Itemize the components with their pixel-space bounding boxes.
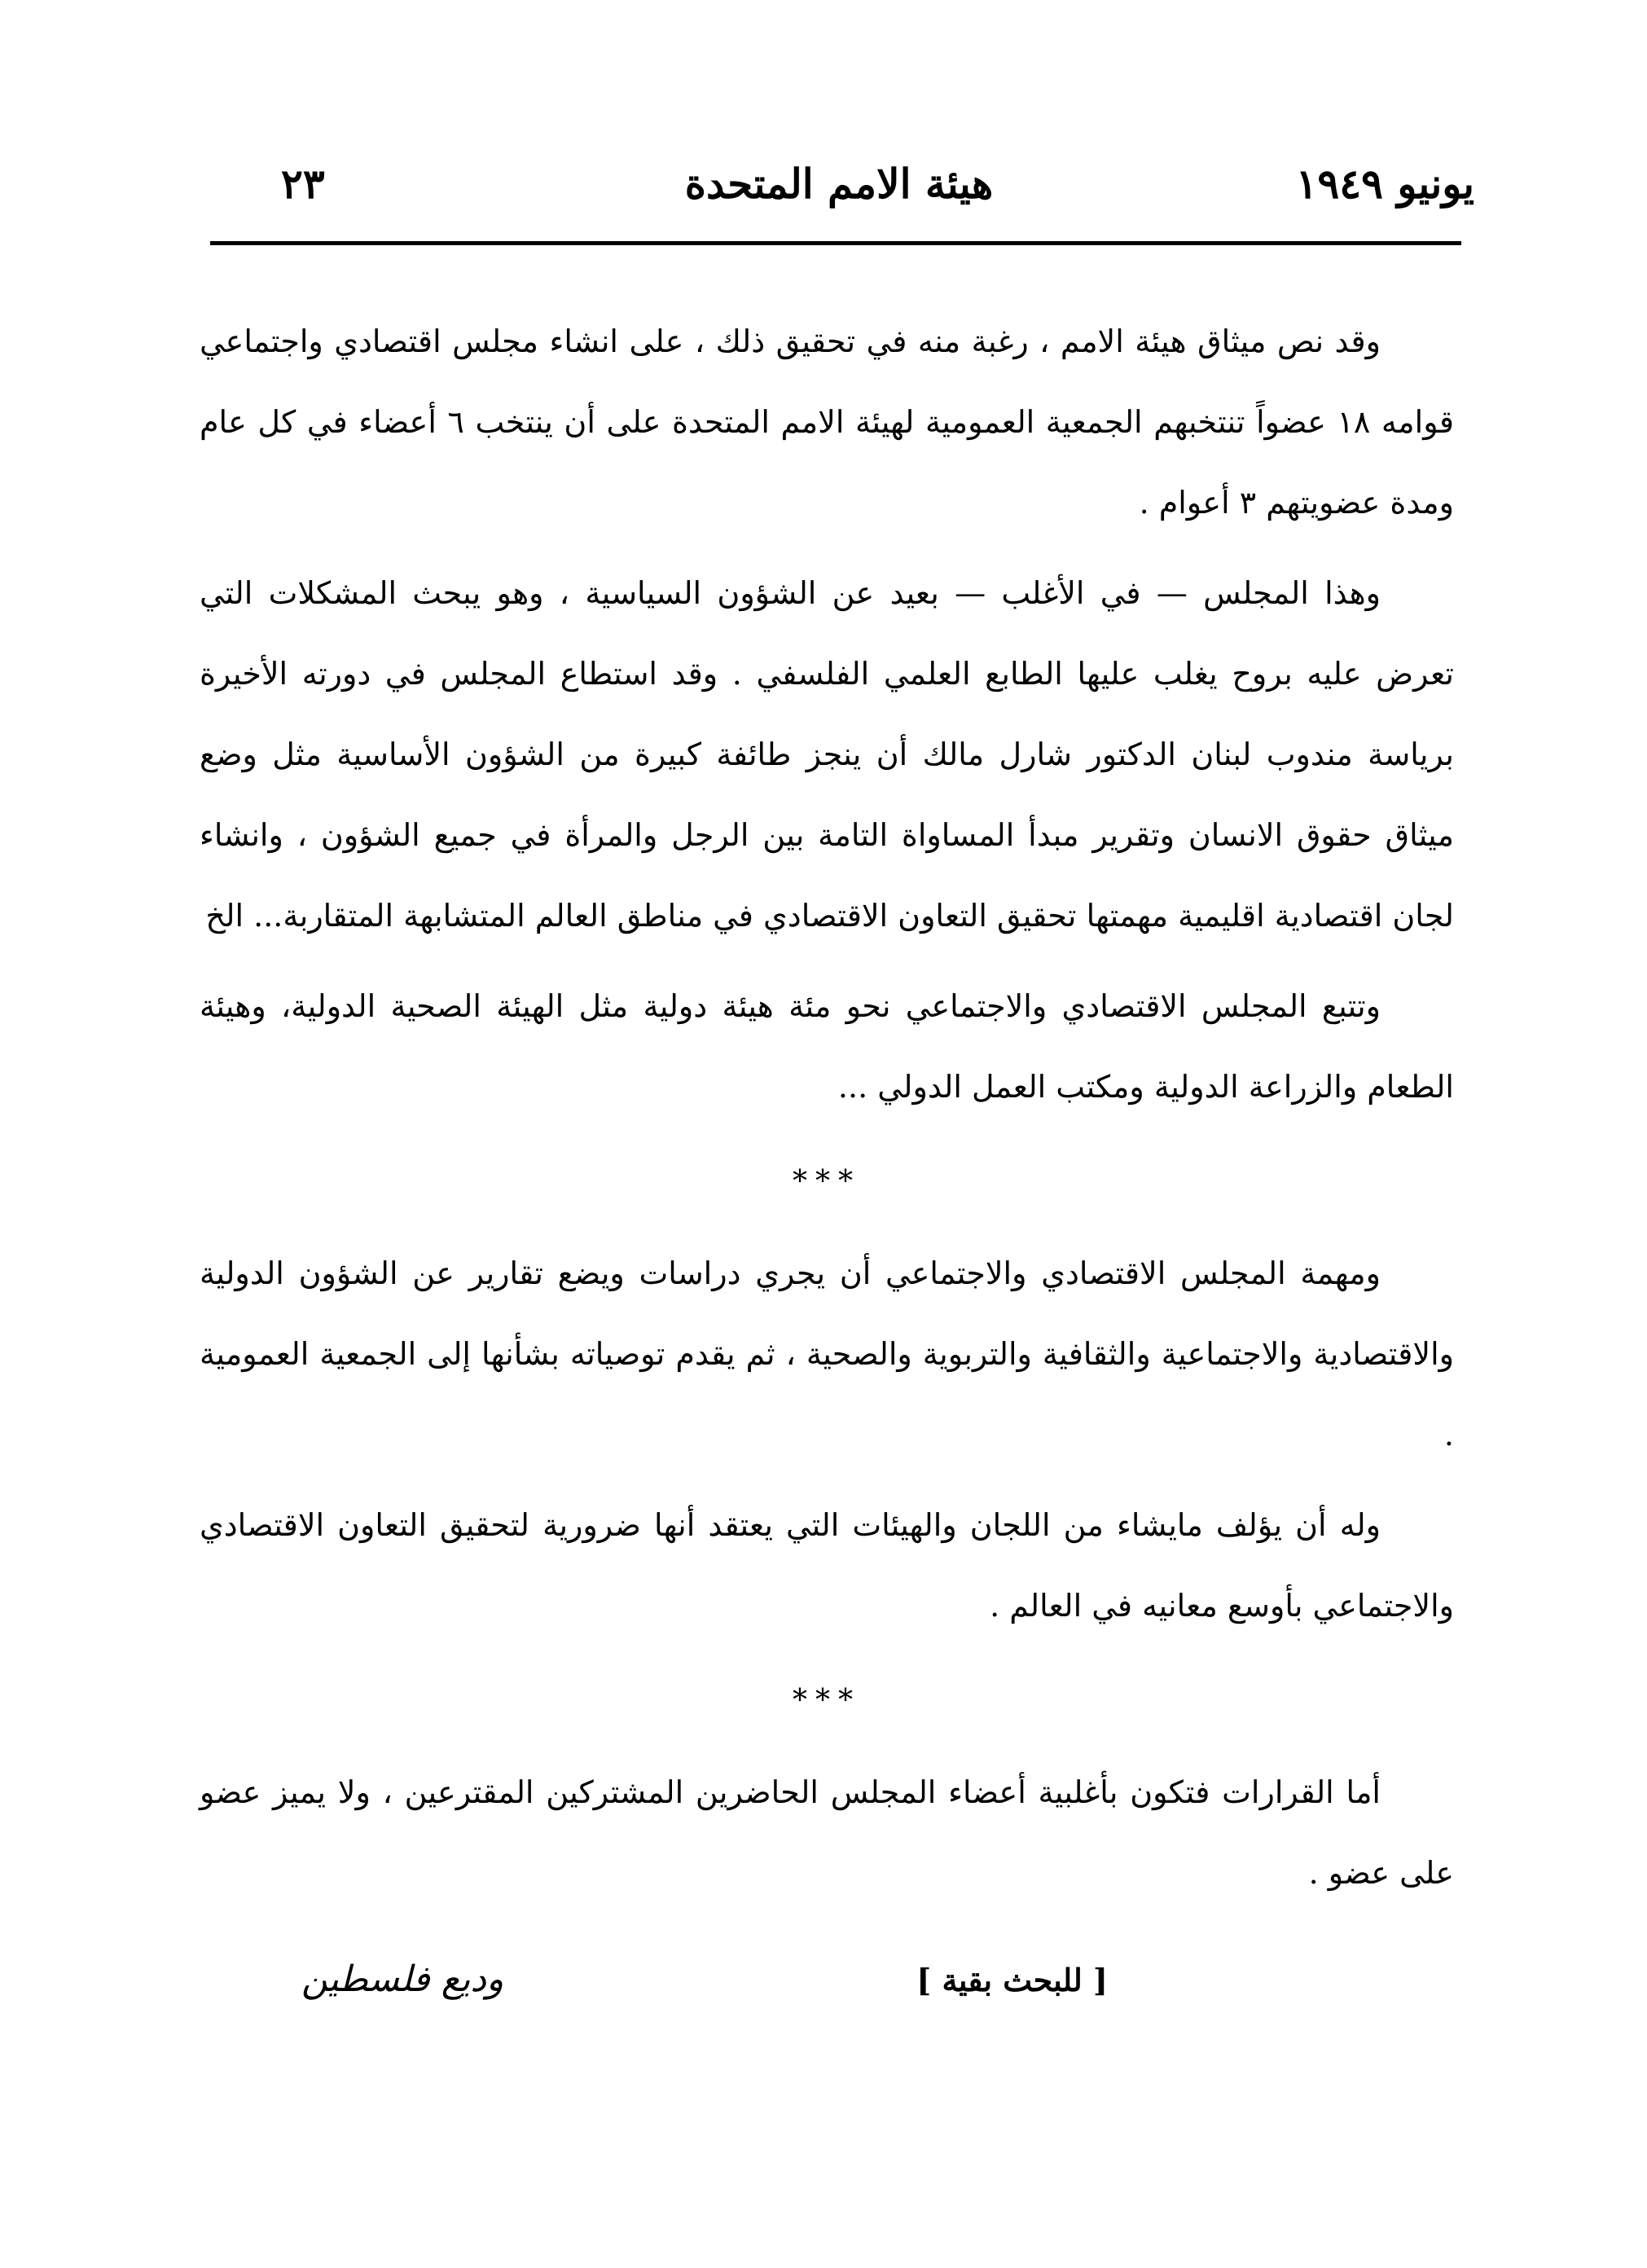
author-signature: وديع فلسطين	[301, 1958, 504, 2000]
header-date: يونيو ١٩٤٩	[1295, 160, 1474, 208]
paragraph-2: وهذا المجلس — في الأغلب — بعيد عن الشؤون السياسية ، وهو يبحث المشكلات التي تعرض عليه بروح يغلب عليها الطابع العلمي الفلسفي . وقد استطاع المجلس في دورته الأخيرة برياسة مندوب لبنان الدكتور شارل مالك أن ينجز طائفة كبيرة من الشؤون الأساسية مثل وضع ميثاق حقوق الانسان وتقرير مبدأ المساواة التامة بين الرجل والمرأة في جميع الشؤون ، وانشاء لجان اقتصادية اقليمية مهمتها تحقيق التعاون الاقتصادي في مناطق العالم المتشابهة المتقاربة... الخ	[200, 575, 1454, 934]
header-rule	[210, 241, 1461, 245]
article-body	[200, 301, 1454, 1923]
page-header	[204, 160, 1474, 233]
paragraph-1: وقد نص ميثاق هيئة الامم ، رغبة منه في تحقيق ذلك ، على انشاء مجلس اقتصادي واجتماعي قوامه ١٨ عضواً تنتخبهم الجمعية العمومية لهيئة الامم المتحدة على أن ينتخب ٦ أعضاء في كل عام ومدة عضويتهم ٣ أعوام .	[200, 323, 1454, 521]
section-separator-2: ***	[793, 1684, 861, 1717]
page-footer	[204, 1958, 1458, 2027]
continued-note: [ للبحث بقية ]	[916, 1962, 1108, 1998]
header-title: هيئة الامم المتحدة	[684, 160, 994, 208]
section-separator-1: ***	[793, 1165, 861, 1198]
paragraph-3: وتتبع المجلس الاقتصادي والاجتماعي نحو مئة هيئة دولية مثل الهيئة الصحية الدولية، وهيئة الطعام والزراعة الدولية ومكتب العمل الدولي ...	[200, 988, 1454, 1105]
paragraph-5: وله أن يؤلف مايشاء من اللجان والهيئات التي يعتقد أنها ضرورية لتحقيق التعاون الاقتصادي والاجتماعي بأوسع معانيه في العالم .	[200, 1507, 1454, 1624]
page-number: ٢٣	[281, 160, 325, 208]
paragraph-6: أما القرارات فتكون بأغلبية أعضاء المجلس الحاضرين المشتركين المقترعين ، ولا يميز عضو على عضو .	[200, 1774, 1454, 1891]
paragraph-4: ومهمة المجلس الاقتصادي والاجتماعي أن يجري دراسات ويضع تقارير عن الشؤون الدولية والاقتصادية والاجتماعية والثقافية والتربوية والصحية ، ثم يقدم توصياته بشأنها إلى الجمعية العمومية .	[200, 1255, 1454, 1453]
